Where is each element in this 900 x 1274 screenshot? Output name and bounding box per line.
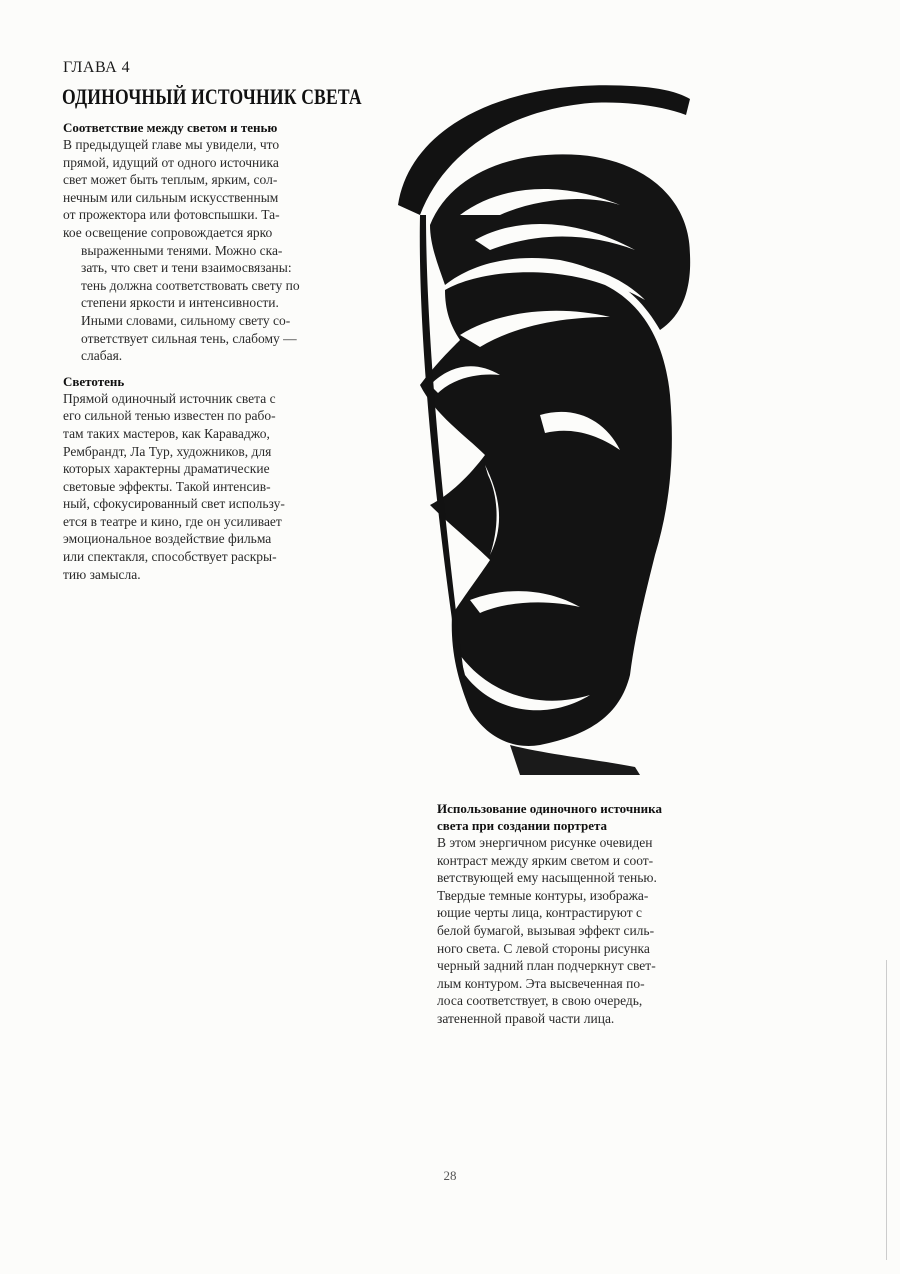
text-line: световые эффекты. Такой интенсив- <box>63 478 271 494</box>
text-line: которых характерны драматические <box>63 461 270 477</box>
collar <box>510 745 640 775</box>
page-edge-divider <box>886 960 887 1260</box>
caption-line: затененной правой части лица. <box>437 1010 615 1026</box>
caption-line: ветствующей ему насыщенной тенью. <box>437 870 657 886</box>
text-line: Рембрандт, Ла Тур, художников, для <box>63 443 272 459</box>
chapter-title: ОДИНОЧНЫЙ ИСТОЧНИК СВЕТА <box>62 84 362 109</box>
caption-line: ющие черты лица, контрастируют с <box>437 905 642 921</box>
caption-line: Твердые темные контуры, изобража- <box>437 887 649 903</box>
text-line: или спектакля, способствует раскры- <box>63 549 277 565</box>
text-line: выраженными тенями. Можно ска- <box>81 242 283 258</box>
caption-line: белой бумагой, вызывая эффект силь- <box>437 922 655 938</box>
text-line: тию замысла. <box>63 566 141 582</box>
text-line: Иными словами, сильному свету со- <box>81 312 291 328</box>
ink-portrait-icon <box>390 55 710 775</box>
text-line: там таких мастеров, как Караваджо, <box>63 425 270 441</box>
main-text-column <box>63 119 318 583</box>
left-contour <box>420 215 464 675</box>
text-line: тень должна соответствовать свету по <box>81 277 300 293</box>
text-line: ется в театре и кино, где он усиливает <box>63 513 282 529</box>
caption-line: лоса соответствует, в свою очередь, <box>437 993 643 1009</box>
text-line: Прямой одиночный источник света с <box>63 390 276 406</box>
text-line: его сильной тенью известен по рабо- <box>63 408 276 424</box>
text-line: нечным или сильным искусственным <box>63 189 279 205</box>
caption-line: ного света. С левой стороны рисунка <box>437 940 650 956</box>
section-heading-light-shadow: Соответствие между светом и тенью <box>63 120 278 135</box>
face-shadow <box>420 272 672 746</box>
caption-body <box>437 834 737 1028</box>
text-line: ный, сфокусированный свет использу- <box>63 496 285 512</box>
section-heading-chiaroscuro: Светотень <box>63 373 125 389</box>
caption-line: В этом энергичном рисунке очевиден <box>437 835 653 850</box>
caption-line: черный задний план подчеркнут свет- <box>437 958 656 974</box>
section-body-chiaroscuro <box>63 390 318 584</box>
text-line: ответствует сильная тень, слабому — <box>81 330 297 346</box>
caption-column <box>437 800 737 1028</box>
text-line: степени яркости и интенсивности. <box>81 295 279 311</box>
text-line: от прожектора или фотовспышки. Та- <box>63 207 280 223</box>
page-number: 28 <box>443 1168 457 1183</box>
caption-heading-line: Использование одиночного источника <box>437 801 662 816</box>
text-line: эмоциональное воздействие фильма <box>63 531 272 547</box>
text-line: кое освещение сопровождается ярко <box>63 224 273 240</box>
caption-heading-line: света при создании портрета <box>437 818 608 833</box>
chapter-label: ГЛАВА 4 <box>63 59 131 76</box>
caption-line: лым контуром. Эта высвеченная по- <box>437 975 645 991</box>
caption-line: контраст между ярким светом и соот- <box>437 852 654 868</box>
text-line: слабая. <box>81 348 123 364</box>
section-body-light-shadow <box>63 136 318 365</box>
text-line: зать, что свет и тени взаимосвязаны: <box>81 260 292 276</box>
text-line: В предыдущей главе мы увидели, что <box>63 137 280 152</box>
text-line: свет может быть теплым, ярким, сол- <box>63 172 278 188</box>
text-line: прямой, идущий от одного источника <box>63 154 279 170</box>
